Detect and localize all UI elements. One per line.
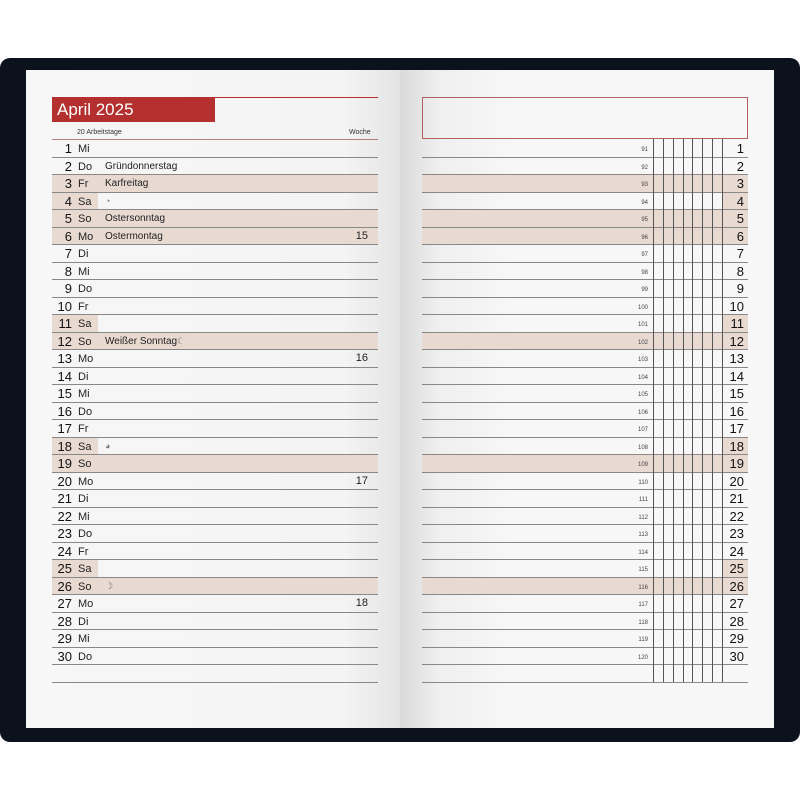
day-row-right[interactable]	[422, 420, 748, 438]
day-row-right[interactable]	[422, 473, 748, 491]
weekday: Fr	[78, 300, 89, 313]
row-shade	[52, 333, 378, 350]
day-number: 20	[729, 473, 744, 489]
day-of-year: 110	[638, 479, 648, 486]
day-number: 24	[57, 543, 72, 559]
day-row-left[interactable]	[52, 543, 378, 561]
day-number: 28	[57, 613, 72, 629]
day-number: 14	[729, 368, 744, 384]
day-number: 26	[729, 578, 744, 594]
day-of-year: 100	[637, 304, 648, 311]
day-of-year: 120	[637, 654, 648, 661]
weekday: Mo	[78, 475, 94, 488]
day-row-right[interactable]	[422, 508, 748, 526]
grid-column-line	[722, 139, 723, 682]
weekday: Mi	[78, 510, 90, 523]
week-number: 17	[355, 474, 368, 487]
day-row-right[interactable]	[422, 438, 748, 456]
holiday-label: Gründonnerstag	[105, 160, 178, 172]
day-number: 30	[729, 648, 744, 664]
day-number: 18	[57, 438, 72, 454]
day-row-right[interactable]	[422, 350, 748, 368]
day-row-right[interactable]	[422, 595, 748, 613]
day-number: 18	[729, 438, 744, 454]
row-shade	[422, 578, 748, 595]
day-number: 6	[736, 228, 744, 244]
day-of-year: 116	[638, 584, 648, 591]
weekday: Do	[78, 650, 93, 663]
day-row-left[interactable]	[52, 368, 378, 386]
weekday: Mo	[78, 353, 94, 365]
day-row-left[interactable]	[52, 280, 378, 298]
weekday: Di	[78, 493, 89, 505]
workdays-label: 20 Arbeitstage	[77, 129, 122, 136]
day-of-year: 91	[641, 147, 648, 153]
week-number: 15	[355, 229, 368, 242]
day-number: 1	[64, 141, 72, 156]
day-number: 7	[64, 246, 72, 261]
day-of-year: 103	[637, 357, 648, 363]
grid-column-line	[673, 139, 674, 682]
day-of-year: 97	[641, 252, 648, 258]
day-number: 2	[736, 158, 744, 174]
day-number: 7	[736, 246, 744, 261]
week-number: 16	[355, 352, 368, 364]
row-shade	[722, 193, 748, 210]
day-of-year: 105	[637, 392, 648, 398]
day-row-right[interactable]	[422, 315, 748, 333]
day-row-right[interactable]	[422, 263, 748, 281]
day-of-year: 104	[637, 374, 648, 381]
day-of-year: 92	[641, 164, 648, 171]
day-row-right[interactable]	[422, 630, 748, 648]
row-shade	[52, 455, 378, 472]
day-of-year: 95	[641, 217, 648, 223]
day-number: 11	[58, 316, 72, 331]
day-number: 27	[729, 596, 744, 611]
day-row-left[interactable]	[52, 158, 378, 176]
day-of-year: 119	[638, 637, 648, 643]
weekday: Fr	[78, 545, 89, 558]
month-title: April 2025	[52, 97, 215, 122]
weekday: Di	[78, 248, 89, 260]
weekday: Mo	[78, 230, 94, 243]
moon-phase-icon: ◕	[105, 440, 111, 451]
day-row-right[interactable]	[422, 490, 748, 508]
day-number: 2	[64, 158, 72, 174]
holiday-label: Weißer Sonntag	[105, 335, 178, 347]
holiday-label: Ostersonntag	[105, 213, 166, 224]
day-row-right[interactable]	[422, 175, 748, 193]
day-number: 4	[64, 193, 72, 209]
row-shade	[422, 210, 748, 227]
day-row-right[interactable]	[422, 158, 748, 176]
day-row-left[interactable]	[52, 350, 378, 368]
moon-phase-icon: ☽	[105, 580, 114, 591]
day-number: 15	[57, 386, 72, 401]
day-of-year: 112	[638, 514, 648, 521]
weekday: Sa	[78, 563, 92, 575]
day-number: 8	[736, 263, 744, 279]
day-number: 11	[730, 316, 744, 331]
day-number: 14	[57, 368, 72, 384]
row-shade	[422, 228, 748, 245]
grid-column-line	[702, 139, 703, 682]
day-row-right[interactable]	[422, 665, 748, 683]
day-of-year: 93	[641, 182, 648, 188]
weekday: Do	[78, 528, 93, 540]
day-number: 23	[57, 526, 72, 541]
day-of-year: 98	[641, 269, 648, 276]
day-number: 3	[64, 176, 72, 191]
day-row-left[interactable]	[52, 385, 378, 403]
day-of-year: 118	[638, 619, 648, 626]
day-number: 13	[729, 351, 744, 366]
day-of-year: 101	[637, 322, 648, 328]
weekday: Mi	[78, 265, 90, 278]
day-row-right[interactable]	[422, 455, 748, 473]
day-of-year: 96	[641, 234, 648, 241]
day-row-left[interactable]	[52, 560, 378, 578]
day-number: 13	[57, 351, 72, 366]
weekday: Di	[78, 370, 89, 383]
day-number: 25	[57, 561, 72, 576]
day-row-left[interactable]	[52, 175, 378, 193]
day-number: 23	[729, 526, 744, 541]
day-number: 20	[57, 473, 72, 489]
day-row-right[interactable]	[422, 578, 748, 596]
weekday: Mi	[78, 143, 90, 155]
day-of-year: 99	[641, 287, 648, 293]
day-row-left[interactable]	[52, 508, 378, 526]
weekday: Mo	[78, 598, 94, 610]
day-row-left[interactable]	[52, 648, 378, 666]
day-row-right[interactable]	[422, 228, 748, 246]
day-row-left[interactable]	[52, 140, 378, 158]
grid-column-line	[692, 139, 693, 682]
day-number: 30	[57, 648, 72, 664]
day-row-right[interactable]	[422, 543, 748, 561]
row-shade	[422, 333, 748, 350]
weekday: So	[78, 580, 92, 593]
week-header: Woche	[349, 129, 371, 136]
day-row-right[interactable]	[422, 245, 748, 263]
day-row-left[interactable]	[52, 403, 378, 421]
day-of-year: 107	[637, 427, 648, 433]
day-row-left[interactable]	[52, 245, 378, 263]
day-number: 22	[57, 508, 72, 524]
day-row-left[interactable]	[52, 315, 378, 333]
row-shade	[52, 210, 378, 227]
day-of-year: 108	[637, 444, 648, 451]
day-number: 16	[729, 403, 744, 419]
day-row-left[interactable]	[52, 438, 378, 456]
day-row-right[interactable]	[422, 613, 748, 631]
day-row-left[interactable]	[52, 298, 378, 316]
day-row-right[interactable]	[422, 298, 748, 316]
notes-box[interactable]	[422, 97, 748, 139]
day-row-left[interactable]	[52, 210, 378, 228]
holiday-label: Karfreitag	[105, 178, 149, 189]
day-number: 9	[64, 281, 72, 296]
day-number: 5	[64, 211, 72, 226]
day-number: 10	[57, 298, 72, 314]
day-number: 9	[736, 281, 744, 296]
day-row-left[interactable]	[52, 193, 378, 211]
day-number: 22	[729, 508, 744, 524]
day-row-left[interactable]	[52, 455, 378, 473]
week-number: 18	[355, 597, 368, 609]
weekday: So	[78, 213, 92, 225]
weekday: So	[78, 335, 92, 348]
day-row-right[interactable]	[422, 280, 748, 298]
day-number: 5	[736, 211, 744, 226]
day-number: 28	[729, 613, 744, 629]
day-row-right[interactable]	[422, 368, 748, 386]
moon-phase-icon: ◔	[105, 195, 111, 206]
weekday: Fr	[78, 423, 89, 435]
weekday: Do	[78, 160, 93, 173]
day-row-right[interactable]	[422, 525, 748, 543]
day-row-left[interactable]	[52, 613, 378, 631]
day-number: 27	[57, 596, 72, 611]
day-row-left[interactable]	[52, 333, 378, 351]
grid-column-line	[653, 139, 654, 682]
day-number: 10	[729, 298, 744, 314]
day-row-right[interactable]	[422, 210, 748, 228]
row-shade	[422, 175, 748, 192]
day-row-right[interactable]	[422, 333, 748, 351]
weekday: Sa	[78, 195, 92, 208]
day-of-year: 111	[638, 497, 648, 503]
day-of-year: 113	[638, 532, 648, 538]
day-row-right[interactable]	[422, 385, 748, 403]
day-number: 12	[57, 333, 72, 349]
day-row-left[interactable]	[52, 525, 378, 543]
day-of-year: 115	[638, 567, 648, 573]
weekday: Sa	[78, 318, 92, 330]
day-row-left[interactable]	[52, 665, 378, 683]
day-row-left[interactable]	[52, 228, 378, 246]
day-row-left[interactable]	[52, 420, 378, 438]
day-number: 6	[64, 228, 72, 244]
day-of-year: 114	[638, 549, 648, 556]
day-of-year: 106	[637, 409, 648, 416]
day-number: 3	[736, 176, 744, 191]
day-number: 16	[57, 403, 72, 419]
day-row-left[interactable]	[52, 630, 378, 648]
day-number: 25	[729, 561, 744, 576]
moon-phase-icon: ☾	[177, 335, 186, 346]
day-number: 8	[64, 263, 72, 279]
row-shade	[52, 578, 378, 595]
weekday: Fr	[78, 178, 89, 190]
day-row-right[interactable]	[422, 648, 748, 666]
day-number: 21	[729, 491, 744, 506]
row-shade	[422, 455, 748, 472]
day-number: 17	[729, 421, 744, 436]
day-number: 26	[57, 578, 72, 594]
day-number: 29	[57, 631, 72, 646]
day-row-right[interactable]	[422, 140, 748, 158]
day-row-right[interactable]	[422, 403, 748, 421]
day-row-left[interactable]	[52, 578, 378, 596]
grid-column-line	[712, 139, 713, 682]
day-of-year: 102	[637, 339, 648, 346]
day-of-year: 117	[638, 602, 648, 608]
day-row-left[interactable]	[52, 263, 378, 281]
grid-column-line	[663, 139, 664, 682]
weekday: Do	[78, 405, 93, 418]
holiday-label: Ostermontag	[105, 230, 163, 242]
weekday: Di	[78, 615, 89, 628]
day-of-year: 94	[641, 199, 648, 206]
row-shade	[52, 175, 378, 192]
day-number: 21	[57, 491, 72, 506]
weekday: Mi	[78, 633, 90, 645]
day-number: 4	[736, 193, 744, 209]
weekday: Sa	[78, 440, 92, 453]
day-row-right[interactable]	[422, 193, 748, 211]
day-number: 17	[57, 421, 72, 436]
day-number: 19	[729, 456, 744, 471]
grid-column-line	[683, 139, 684, 682]
row-shade	[52, 228, 378, 245]
day-number: 19	[57, 456, 72, 471]
day-number: 24	[729, 543, 744, 559]
day-number: 29	[729, 631, 744, 646]
day-of-year: 109	[637, 462, 648, 468]
weekday: Mi	[78, 388, 90, 400]
day-number: 12	[729, 333, 744, 349]
day-row-left[interactable]	[52, 473, 378, 491]
day-number: 1	[736, 141, 744, 156]
day-row-right[interactable]	[422, 560, 748, 578]
weekday: So	[78, 458, 92, 470]
day-row-left[interactable]	[52, 595, 378, 613]
day-number: 15	[729, 386, 744, 401]
weekday: Do	[78, 283, 93, 295]
day-row-left[interactable]	[52, 490, 378, 508]
